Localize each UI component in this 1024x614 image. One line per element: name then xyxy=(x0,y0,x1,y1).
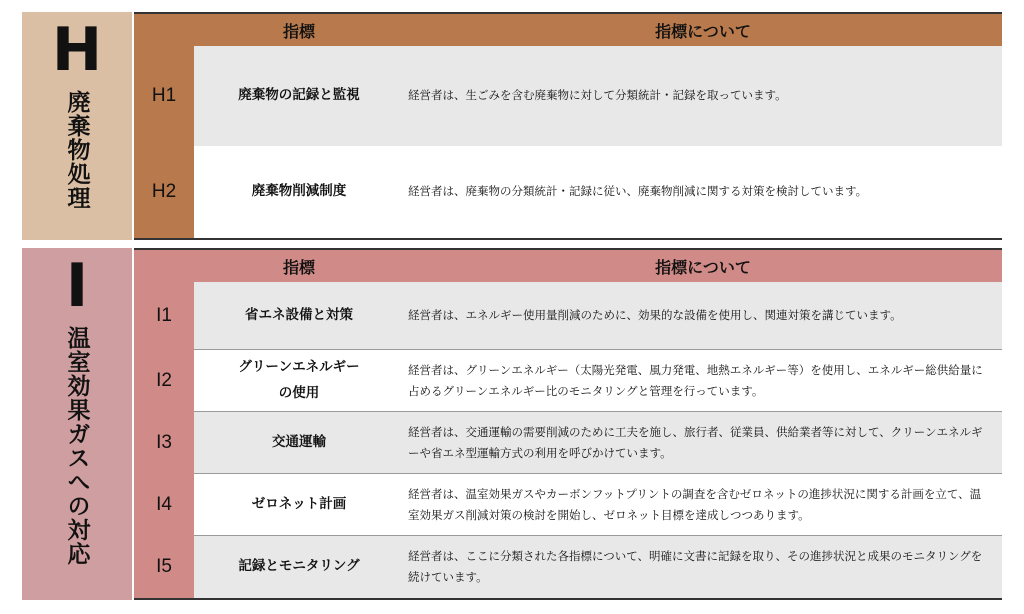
table-row xyxy=(134,536,1002,600)
table-row xyxy=(134,46,1002,146)
row-indicator: 廃棄物削減制度 xyxy=(251,183,347,200)
row-indicator: 廃棄物の記録と監視 xyxy=(238,87,360,104)
row-separator xyxy=(194,349,1002,350)
table-row xyxy=(134,412,1002,474)
table-header xyxy=(134,12,1002,46)
row-code: H2 xyxy=(134,146,194,238)
row-description: 経営者は、ここに分類された各指標について、明確に文書に記録を取り、その進捗状況と成果のモニタリングを続けています。 xyxy=(408,548,983,584)
row-description: 経営者は、廃棄物の分類統計・記録に従い、廃棄物削減に関する対策を検討しています。 xyxy=(408,184,868,199)
section-i xyxy=(22,248,1002,600)
row-description: 経営者は、生ごみを含む廃棄物に対して分類統計・記録を取っています。 xyxy=(408,88,787,103)
table-row xyxy=(134,474,1002,536)
table-row xyxy=(134,350,1002,412)
header-indicator: 指標 xyxy=(282,21,315,41)
row-code: H1 xyxy=(134,46,194,146)
row-indicator: 交通運輸 xyxy=(272,434,326,451)
header-about: 指標について xyxy=(655,257,751,277)
row-separator xyxy=(194,535,1002,536)
row-code: I3 xyxy=(134,412,194,474)
section-title: 温室効果ガスへの対応 xyxy=(63,326,90,566)
section-h-sidebar xyxy=(22,12,132,240)
row-description: 経営者は、交通運輸の需要削減のために工夫を施し、旅行者、従業員、供給業者等に対して、クリーンエネルギーや省エネ型運輸方式の利用を呼びかけています。 xyxy=(408,424,983,460)
section-h-table xyxy=(134,12,1002,240)
table-row xyxy=(134,146,1002,240)
table-row xyxy=(134,282,1002,350)
row-description: 経営者は、グリーンエネルギー（太陽光発電、風力発電、地熱エネルギー等）を使用し、エネルギー総供給量に占めるグリーンエネルギー比のモニタリングと管理を行っています。 xyxy=(408,362,983,398)
header-indicator: 指標 xyxy=(282,257,315,277)
row-code: I1 xyxy=(134,282,194,350)
row-indicator: グリーンエネルギー の使用 xyxy=(238,359,360,401)
row-indicator: ゼロネット計画 xyxy=(251,496,347,513)
row-indicator: 省エネ設備と対策 xyxy=(245,307,353,324)
row-description: 経営者は、エネルギー使用量削減のために、効果的な設備を使用し、関連対策を講じています。 xyxy=(408,308,902,323)
header-about: 指標について xyxy=(655,21,751,41)
section-h xyxy=(22,12,1002,240)
row-separator xyxy=(194,411,1002,412)
section-letter: I xyxy=(65,251,89,321)
table-header xyxy=(134,248,1002,282)
section-i-sidebar xyxy=(22,248,132,600)
section-letter: H xyxy=(51,15,103,85)
section-i-table xyxy=(134,248,1002,600)
row-description: 経営者は、温室効果ガスやカーボンフットプリントの調査を含むゼロネットの進捗状況に関する計画を立て、温室効果ガス削減対策の検討を開始し、ゼロネット目標を達成しつつあります。 xyxy=(408,486,982,522)
row-code: I2 xyxy=(134,350,194,412)
row-indicator: 記録とモニタリング xyxy=(238,558,360,575)
row-separator xyxy=(194,473,1002,474)
row-code: I4 xyxy=(134,474,194,536)
section-title: 廃棄物処理 xyxy=(63,90,90,210)
row-code: I5 xyxy=(134,536,194,598)
